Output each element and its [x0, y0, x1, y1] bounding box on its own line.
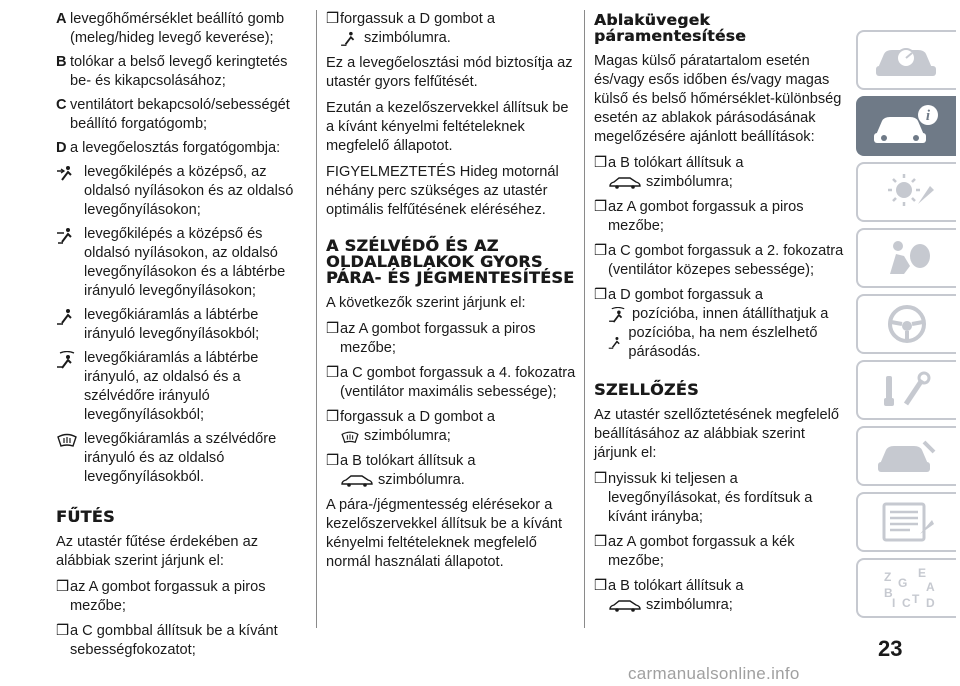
car-outside-air-icon: [340, 474, 374, 488]
data-list-icon: [870, 500, 944, 544]
control-description: a levegőelosztás forgatógombja:: [70, 140, 281, 156]
side-tab-warning-lights[interactable]: [856, 162, 956, 222]
vent-feet-windshield-icon: [608, 307, 628, 323]
air-mode-description: levegőkiáramlás a lábtérbe irányuló, az oldalsó és a szélvédőre irányuló levegőnyílásokból;: [84, 350, 259, 423]
svg-text:E: E: [918, 566, 927, 580]
vent-feet-windshield-icon: [56, 349, 84, 425]
bullet-text: a C gombot forgassuk a 4. fokozatra (ventilátor maximális sebessége);: [340, 365, 576, 400]
svg-text:i: i: [925, 108, 931, 124]
side-tab-info[interactable]: [856, 96, 956, 156]
vent-feet-icon: [340, 31, 360, 47]
symbol-text: pozícióba, innen átállíthatjuk a: [632, 306, 829, 322]
bullet-text: az A gombot forgassuk a piros mezőbe;: [70, 579, 266, 614]
paragraph: Magas külső páratartalom esetén és/vagy esős időben és/vagy magas külső és belső hőmérséklet-különbség esetén az ablakok párásodásának megelőzésére ajánlott beállítások:: [594, 53, 842, 145]
watermark: carmanualsonline.info: [628, 664, 800, 683]
checkbox-bullet-icon: ❒: [56, 579, 70, 595]
warning-lights-icon: [870, 170, 944, 214]
car-dashboard-icon: [870, 38, 944, 82]
column-divider: [316, 10, 317, 628]
car-info-icon: [870, 103, 944, 149]
checkbox-bullet-icon: ❒: [594, 287, 608, 303]
control-description: tolókar a belső levegő keringtetés be- és kikapcsolásához;: [70, 54, 288, 89]
column-3: [594, 10, 846, 621]
side-tab-dashboard[interactable]: [856, 30, 956, 90]
air-mode-item: [56, 306, 308, 344]
svg-text:B: B: [884, 586, 893, 600]
symbol-text: szimbólumra;: [646, 597, 733, 613]
column-2: [326, 10, 576, 579]
air-mode-item: [56, 163, 308, 220]
vent-feet-icon: [608, 335, 624, 351]
bullet-text: a C gombot forgassuk a 2. fokozatra (ventilátor közepes sebessége);: [608, 243, 844, 278]
symbol-text: pozícióba, ha nem észlelhető párásodás.: [628, 325, 818, 360]
bullet-text: az A gombot forgassuk a piros mezőbe;: [340, 321, 536, 356]
air-mode-item: [56, 349, 308, 425]
bullet-item: [326, 452, 576, 490]
bullet-text: az A gombot forgassuk a piros mezőbe;: [608, 199, 804, 234]
bullet-item: [594, 154, 846, 192]
checkbox-bullet-icon: ❒: [326, 365, 340, 381]
control-letter: B: [56, 54, 67, 70]
car-recirculation-icon: [608, 599, 642, 613]
bullet-text: a C gombbal állítsuk be a kívánt sebességfokozatot;: [70, 623, 278, 658]
bullet-item: [594, 577, 846, 615]
side-tab-airbag[interactable]: [856, 228, 956, 288]
bullet-text: forgassuk a D gombot a: [340, 409, 495, 425]
symbol-text: szimbólumra;: [364, 428, 451, 444]
vent-face-icon: [56, 163, 84, 220]
bullet-item: [594, 242, 846, 280]
control-list-item: [56, 10, 308, 48]
checkbox-bullet-icon: ❒: [594, 578, 608, 594]
air-mode-item: [56, 430, 308, 487]
side-tab-tools[interactable]: [856, 360, 956, 420]
bullet-item: [594, 286, 846, 362]
paragraph: Az utastér fűtése érdekében az alábbiak szerint járjunk el:: [56, 534, 259, 569]
bullet-item: [594, 198, 846, 236]
control-description: ventilátort bekapcsoló/sebességét beállító forgatógomb;: [70, 97, 290, 132]
warning-paragraph: FIGYELMEZTETÉS Hideg motornál néhány perc szükséges az utastér optimális felfűtésének eléréséhez.: [326, 164, 559, 218]
bullet-item: [56, 622, 308, 660]
bullet-text: az A gombot forgassuk a kék mezőbe;: [608, 534, 795, 569]
bullet-text: a B tolókart állítsuk a: [340, 453, 476, 469]
svg-text:I: I: [892, 596, 896, 610]
air-mode-description: levegőkiáramlás a lábtérbe irányuló levegőnyílásokból;: [84, 307, 260, 342]
svg-text:Z: Z: [884, 570, 892, 584]
air-mode-description: levegőkilépés a középső, az oldalsó nyílásokon és az oldalsó levegőnyílásokon;: [84, 164, 294, 218]
checkbox-bullet-icon: ❒: [594, 155, 608, 171]
svg-text:D: D: [926, 596, 935, 610]
control-letter: A: [56, 11, 67, 27]
side-tab-data[interactable]: [856, 492, 956, 552]
bullet-item: [326, 320, 576, 358]
checkbox-bullet-icon: ❒: [326, 453, 340, 469]
car-outside-air-icon: [608, 176, 642, 190]
section-heading: A SZÉLVÉDŐ ÉS AZ OLDALABLAKOK GYORS PÁRA- ÉS JÉGMENTESÍTÉSE: [326, 236, 575, 287]
symbol-text: szimbólumra.: [378, 472, 465, 488]
checkbox-bullet-icon: ❒: [326, 321, 340, 337]
paragraph: Ezután a kezelőszervekkel állítsuk be a kívánt kényelmi feltételeknek megfelelő állapotot.: [326, 100, 569, 154]
section-heading: Ablaküvegek páramentesítése: [594, 11, 746, 45]
paragraph: Ez a levegőelosztási mód biztosítja az utastér gyors felfűtését.: [326, 55, 573, 90]
airbag-icon: [870, 236, 944, 280]
svg-text:A: A: [926, 580, 935, 594]
air-mode-description: levegőkilépés a középső és oldalsó nyílásokon, az oldalsó levegőnyílásokon és a lábtérbe irányuló levegőnyílásokon;: [84, 226, 286, 299]
checkbox-bullet-icon: ❒: [56, 623, 70, 639]
checkbox-bullet-icon: ❒: [594, 534, 608, 550]
tools-icon: [870, 368, 944, 412]
page-number: 23: [878, 636, 903, 661]
steering-wheel-icon: [870, 302, 944, 346]
checkbox-bullet-icon: ❒: [326, 409, 340, 425]
bullet-text: nyissuk ki teljesen a levegőnyílásokat, és fordítsuk a kívánt irányba;: [608, 471, 813, 525]
control-letter: C: [56, 97, 67, 113]
index-letters-icon: [870, 565, 944, 611]
bullet-text: a B tolókart állítsuk a: [608, 578, 744, 594]
section-heading: FŰTÉS: [56, 507, 115, 526]
checkbox-bullet-icon: ❒: [594, 243, 608, 259]
checkbox-bullet-icon: ❒: [594, 199, 608, 215]
paragraph: Az utastér szellőztetésének megfelelő beállításához az alábbiak szerint járjunk el:: [594, 407, 839, 461]
paragraph: A következők szerint járjunk el:: [326, 295, 526, 311]
defrost-windshield-icon: [340, 430, 360, 444]
svg-text:T: T: [912, 592, 920, 606]
air-mode-description: levegőkiáramlás a szélvédőre irányuló és az oldalsó levegőnyílásokból.: [84, 431, 277, 485]
bullet-text: a D gombot forgassuk a: [608, 287, 763, 303]
checkbox-bullet-icon: ❒: [594, 471, 608, 487]
vent-face-feet-icon: [56, 225, 84, 301]
control-list-item: [56, 139, 308, 158]
column-1: [56, 10, 308, 666]
checkbox-bullet-icon: ❒: [326, 11, 340, 27]
bullet-item: [326, 364, 576, 402]
symbol-text: szimbólumra;: [646, 174, 733, 190]
bullet-text: forgassuk a D gombot a: [340, 11, 495, 27]
section-heading: SZELLŐZÉS: [594, 380, 699, 399]
bullet-item: [326, 10, 576, 48]
vent-feet-icon: [56, 306, 84, 344]
bullet-item: [594, 533, 846, 571]
control-list-item: [56, 53, 308, 91]
symbol-text: szimbólumra.: [364, 30, 451, 46]
paragraph: A pára-/jégmentesség elérésekor a kezelőszervekkel állítsuk be a kívánt kényelmi feltételeknek megfelelő normál használati állapotot.: [326, 497, 563, 570]
car-service-icon: [870, 434, 944, 478]
control-description: levegőhőmérséklet beállító gomb (meleg/hideg levegő keverése);: [70, 11, 285, 46]
control-list-item: [56, 96, 308, 134]
air-mode-item: [56, 225, 308, 301]
defrost-windshield-icon: [56, 430, 84, 487]
bullet-item: [326, 408, 576, 446]
control-letter: D: [56, 140, 67, 156]
bullet-item: [594, 470, 846, 527]
side-tab-steering[interactable]: [856, 294, 956, 354]
bullet-item: [56, 578, 308, 616]
side-tab-index[interactable]: [856, 558, 956, 618]
bullet-text: a B tolókart állítsuk a: [608, 155, 744, 171]
svg-text:C: C: [902, 596, 911, 610]
column-divider: [584, 10, 585, 628]
svg-text:G: G: [898, 576, 908, 590]
side-tab-service[interactable]: [856, 426, 956, 486]
